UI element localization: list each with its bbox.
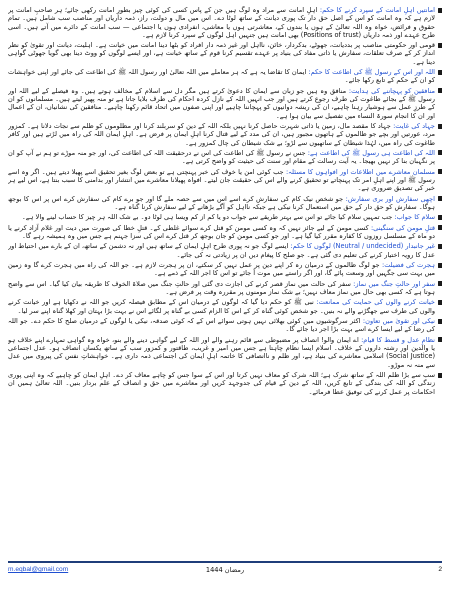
paragraph-heading: اچھی سفارش اور بری سفارش:	[345, 194, 435, 203]
paragraph	[8, 6, 442, 39]
footer	[8, 566, 442, 578]
paragraph	[8, 224, 442, 241]
paragraph-text: اہلِ امانت سے مراد وہ لوگ ہیں جن کے پاس کسی کی کوئی چیز بطورِ امانت رکھی جائے؛ ہر صاحبِ امانت پر لازم ہے کہ وہ امانت کو اس کے اصل حق دار تک پوری دیانت کے ساتھ لوٹا دے۔ اس میں مال و دولت، راز، ذمہ داریاں اور مناصب سب شامل ہیں۔ تمام حقوق و فرائض، خواہ وہ اللہ تعالیٰ کے ہوں یا بندوں کے، معاشرتی ہوں یا معاشی، انفرادی ہوں یا اجتماعی — سب امانت کے دائرے میں آتے ہیں۔ اسی طرح عہدے اور ذمہ داریاں (Positions of trust) بھی امانت ہیں جنہیں اہل لوگوں کے سپرد کرنا لازم ہے۔	[8, 6, 435, 39]
paragraph	[8, 122, 442, 147]
paragraph-heading: مسلمان معاشرے میں اطلاعات اور افواہوں کا مسئلہ:	[285, 167, 435, 176]
square-bullet-icon	[438, 8, 442, 13]
paragraph-text: اے ایمان والو! انصاف پر مضبوطی سے قائم رہنے والے اور اللہ کے لیے گواہی دینے والے بنو، خواہ وہ گواہی تمہارے اپنے خلاف ہو یا والدین اور رشتہ داروں کے خلاف۔ اسلام ایسا نظام چاہتا ہے جس میں امیر و غریب، طاقتور و کمزور سب کے ساتھ یکساں انصاف ہو۔ عدل اجتماعی (Social Justice) اسلامی معاشرے کی بنیاد ہے، اور ظلم و ناانصافی کا خاتمہ اہلِ ایمان کی اجتماعی ذمہ داری ہے۔ خواہشاتِ نفس کی پیروی میں عدل سے منہ نہ موڑو۔	[8, 335, 436, 369]
square-bullet-icon	[438, 263, 442, 268]
square-bullet-icon	[438, 225, 442, 230]
paragraph-heading: جہاد کی غایت:	[393, 122, 436, 130]
paragraph	[8, 41, 442, 66]
paragraph-heading: امانتیں اہلِ امانت کے سپرد کرنے کا حکم:	[319, 6, 435, 14]
page-body	[8, 6, 442, 559]
paragraph	[8, 298, 442, 315]
footer-date: رمضان 1444	[205, 566, 245, 574]
square-bullet-icon	[438, 43, 442, 48]
paragraph-text: کسی مومن کے لیے جائز نہیں کہ وہ کسی مومن کو قتل کرے سوائے غلطی کے۔ قتلِ خطا کی صورت میں دیت اور غلام آزاد کرنے یا دو ماہ کے مسلسل روزوں کا کفارہ مقرر کیا گیا ہے۔ اور جو کسی مومن کو جان بوجھ کر قتل کرے اس کی سزا جہنم ہے جس میں وہ ہمیشہ رہے گا۔	[8, 223, 435, 240]
paragraph-text: جس نے رسول ﷺ کی اطاعت کی اس نے درحقیقت اللہ کی اطاعت کی، اور جو منہ موڑے تو ہم نے آپ کو ان پر نگہبان بنا کر نہیں بھیجا۔ یہ آیت رسالت کے مقام اور سنت کی حیثیت کو واضح کرتی ہے۔	[8, 148, 435, 166]
footer-email-link[interactable]: m.eqbal@gmail.com	[8, 566, 69, 573]
paragraph	[8, 280, 442, 297]
paragraph-heading: اللہ اور اس کے رسول ﷺ کی اطاعت کا حکم:	[308, 68, 435, 77]
square-bullet-icon	[438, 319, 442, 324]
paragraph-heading: سلام کا جواب:	[394, 213, 435, 222]
paragraph	[8, 261, 442, 278]
square-bullet-icon	[438, 337, 442, 342]
paragraph	[8, 336, 442, 369]
square-bullet-icon	[438, 215, 442, 220]
square-bullet-icon	[438, 70, 442, 75]
paragraph-heading: قتلِ مومن کی سنگینی:	[370, 223, 435, 232]
footer-divider	[8, 561, 442, 563]
paragraph-text: سفر کی حالت میں نماز قصر کرنے کی اجازت دی گئی اور حالتِ جنگ میں صلاۃ الخوف کا طریقہ بیان کیا گیا۔ اس سے واضح ہوتا ہے کہ کسی بھی حال میں نماز معاف نہیں؛ بے شک نماز مومنوں پر مقررہ وقت پر فرض ہے۔	[8, 279, 435, 296]
paragraph-text: ایمان کا تقاضا یہ ہے کہ ہر معاملے میں اللہ تعالیٰ اور رسول اللہ ﷺ کی اطاعت کی جائے اور اپنی خواہشات کو ان کے حکم کے تابع رکھا جائے۔	[8, 68, 435, 85]
paragraph	[8, 213, 442, 221]
paragraph-heading: اللہ کی اطاعت ہی رسول ﷺ کی اطاعت ہے:	[307, 148, 435, 157]
paragraph	[8, 371, 442, 396]
paragraph-heading: نظامِ عدل و قسط کا قیام:	[361, 335, 435, 344]
paragraph-text: منافق وہ ہیں جو زبان سے ایمان کا دعویٰ کرتے ہیں مگر دل سے اسلام کے مخالف ہوتے ہیں۔ وہ فیصلے کے لیے اللہ اور رسول ﷺ کے بجائے طاغوت کی طرف رجوع کرتے ہیں اور جب انہیں اللہ کے نازل کردہ احکام کی طرف بلایا جاتا ہے تو منہ پھیر لیتے ہیں۔ مسلمانوں کو ان کے طرزِ عمل سے ہوشیار رہنا چاہیے، ان کی ریشہ دوانیوں کو پہچاننا چاہیے اور اپنی صفوں میں اتحاد قائم رکھنا چاہیے۔ منافقین کی نشانیاں، ان کے اعمال اور ان کا انجام سورۃ النساء میں تفصیل سے بیان ہوا ہے۔	[8, 86, 435, 120]
paragraph-heading: سفر اور حالتِ جنگ میں نماز:	[353, 279, 435, 288]
paragraph-text: نبی ﷺ کو حکم دیا گیا کہ لوگوں کے درمیان اس کے مطابق فیصلہ کریں جو اللہ نے دکھایا ہے اور خیانت کرنے والوں کی طرف سے جھگڑنے والے نہ بنیں۔ جو شخص کوئی گناہ کر کے اس کا الزام کسی بے گناہ پر لگائے اس نے بہت بڑا بہتان اور کھلا گناہ اپنے سر لیا۔	[8, 298, 435, 315]
paragraph-heading: غیر جانبدار (Neutral / undecided) لوگوں کا حکم:	[290, 242, 435, 251]
paragraph	[8, 242, 442, 259]
square-bullet-icon	[438, 300, 442, 305]
paragraph-text: جو شخص نیک کام کی سفارش کرے اسے اس میں سے حصہ ملے گا اور جو برے کام کی سفارش کرے اس پر اس کا بوجھ ہوگا۔ سفارش کو حق دار کے حق میں استعمال کرنا نیکی ہے جبکہ نااہل کو آگے بڑھانے کے لیے سفارش کرنا گناہ ہے۔	[8, 194, 435, 211]
page-number: 2	[438, 566, 442, 573]
paragraph-heading: ہجرت کی فضیلت:	[381, 261, 435, 270]
paragraph-text: قومی اور حکومتی مناصب پر بددیانت، جھوٹے، بدکردار، خائن، نااہل اور غیر ذمہ دار افراد کو بٹھا دینا امانت میں خیانت ہے۔ اہلیت، دیانت اور تقویٰ کو نظر انداز کر کے صرف تعلقات، سفارش یا ذاتی مفاد کی بنیاد پر عہدے تقسیم کرنا قوم کے ساتھ خیانت ہے، اور ایسے لوگوں کو ووٹ دینا بھی گویا جھوٹی گواہی دینا ہے۔	[8, 41, 435, 66]
square-bullet-icon	[438, 150, 442, 155]
paragraph-text: اکثر سرگوشیوں میں کوئی بھلائی نہیں ہوتی سوائے اس کے کہ کوئی صدقہ، نیکی یا لوگوں کے درمیان صلح کا حکم دے۔ جو اللہ کی رضا کے لیے ایسا کرے اسے بہت بڑا اجر دیا جائے گا۔	[8, 317, 435, 334]
paragraph-text: جہاد کا مقصد مال، زمین یا ذاتی شہرت حاصل کرنا نہیں بلکہ اللہ کے دین کو سربلند کرنا اور مظلوموں کو ظلم سے نجات دلانا ہے۔ کمزور مرد، عورتیں اور بچے جو ظالموں کے ہاتھوں مجبور ہیں، ان کی مدد کے لیے قتال کرنا اہلِ ایمان پر فرض ہے۔ اہلِ ایمان اللہ کی راہ میں لڑتے ہیں اور کافر طاغوت کی راہ میں، لہٰذا شیطان کے ساتھیوں سے لڑو؛ بے شک شیطان کی چال کمزور ہے۔	[8, 122, 435, 147]
paragraph	[8, 317, 442, 334]
paragraph-heading: نیکی اور تقویٰ میں تعاون:	[362, 317, 435, 326]
square-bullet-icon	[438, 281, 442, 286]
paragraph	[8, 168, 442, 193]
paragraph-text: ایسے لوگ جو نہ پوری طرح اہلِ ایمان کے ساتھ ہیں اور نہ دشمن کے ساتھ، ان کے بارے میں احتیاط اور عدل کا رویہ اختیار کرنے کی تعلیم دی گئی ہے۔ جو صلح کا پیغام دیں ان پر زیادتی نہ کی جائے۔	[8, 242, 435, 259]
paragraph-heading: منافقین کو پہچاننے کی ہدایت:	[348, 86, 435, 95]
paragraph-text: جب کوئی امن یا خوف کی خبر پہنچتی ہے تو بعض لوگ بغیر تحقیق اسے پھیلا دیتے ہیں۔ اگر وہ اسے رسول ﷺ اور اپنے اہلِ امر تک پہنچاتے تو تحقیق کرنے والے اس کی حقیقت جان لیتے۔ افواہ پھیلانا معاشرے میں انتشار اور بدامنی کا سبب بنتا ہے، اس لیے ہر خبر کی تصدیق ضروری ہے۔	[8, 167, 435, 193]
square-bullet-icon	[438, 88, 442, 93]
paragraph	[8, 87, 442, 120]
square-bullet-icon	[438, 124, 442, 129]
paragraph-text: جب تمہیں سلام کیا جائے تو اس سے بہتر طریقے سے جواب دو یا کم از کم ویسا ہی لوٹا دو۔ بے شک اللہ ہر چیز کا حساب لینے والا ہے۔	[21, 213, 393, 222]
paragraph-text: جو لوگ ظالموں کے درمیان رہ کر اپنے دین پر عمل نہیں کر سکتے، ان پر ہجرت لازم ہے۔ جو اللہ کی راہ میں ہجرت کرے گا وہ زمین میں بہت سی جگہیں اور وسعت پائے گا، اور اگر راستے میں موت آ جائے تو اس کا اجر اللہ کے ذمے ہے۔	[8, 261, 435, 278]
paragraph	[8, 149, 442, 166]
square-bullet-icon	[438, 373, 442, 378]
paragraph-heading: خیانت کرنے والوں کی حمایت کی ممانعت:	[316, 298, 435, 307]
square-bullet-icon	[438, 244, 442, 249]
square-bullet-icon	[438, 196, 442, 201]
square-bullet-icon	[438, 169, 442, 174]
paragraph-text: سب سے بڑا ظلم اللہ کے ساتھ شرک ہے؛ اللہ شرک کو معاف نہیں کرتا اور اس کے سوا جس کو چاہے معاف کر دے۔ اہلِ ایمان کو چاہیے کہ وہ اپنی پوری زندگی کو اللہ کی بندگی کے تابع کریں، اللہ کے دین کے قیام کی جدوجہد کریں اور معاشرے میں حق و انصاف کے علم بردار بنیں۔ اللہ تعالیٰ ہمیں ان احکامات پر عمل کرنے کی توفیق عطا فرمائے۔	[8, 371, 435, 396]
paragraph	[8, 68, 442, 85]
paragraph	[8, 195, 442, 212]
